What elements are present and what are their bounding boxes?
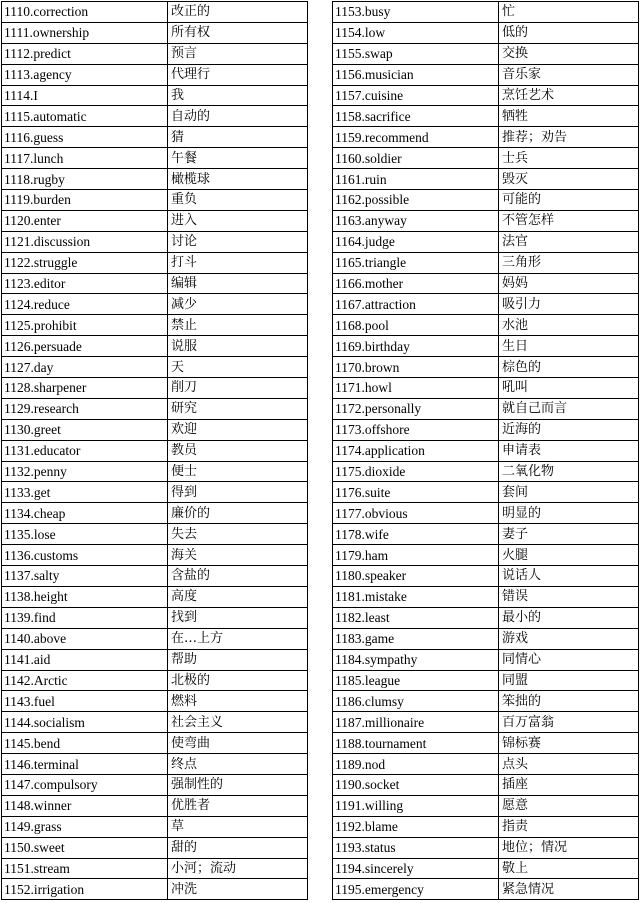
vocab-row xyxy=(333,503,639,524)
vocab-row xyxy=(2,607,308,628)
vocab-word: 1131.educator xyxy=(2,440,168,461)
vocab-meaning: 终点 xyxy=(168,754,308,775)
vocab-word: 1157.cuisine xyxy=(333,85,499,106)
vocab-row xyxy=(2,628,308,649)
vocab-word: 1179.ham xyxy=(333,545,499,566)
vocab-word: 1117.lunch xyxy=(2,148,168,169)
vocab-meaning: 明显的 xyxy=(499,503,639,524)
vocab-meaning: 低的 xyxy=(499,22,639,43)
vocab-row xyxy=(333,336,639,357)
vocab-row xyxy=(2,712,308,733)
vocab-meaning: 指责 xyxy=(499,816,639,837)
vocab-row xyxy=(2,774,308,795)
vocab-row xyxy=(333,85,639,106)
vocab-word: 1158.sacrifice xyxy=(333,106,499,127)
vocab-meaning: 含盐的 xyxy=(168,566,308,587)
vocab-meaning: 猜 xyxy=(168,127,308,148)
vocab-row xyxy=(2,336,308,357)
vocab-meaning: 教员 xyxy=(168,440,308,461)
vocab-word: 1173.offshore xyxy=(333,419,499,440)
vocab-row xyxy=(333,879,639,900)
vocab-row xyxy=(333,148,639,169)
vocab-row xyxy=(2,461,308,482)
vocab-meaning: 改正的 xyxy=(168,2,308,23)
vocab-meaning: 法官 xyxy=(499,231,639,252)
vocab-meaning: 锦标赛 xyxy=(499,733,639,754)
vocab-word: 1144.socialism xyxy=(2,712,168,733)
vocab-row xyxy=(2,43,308,64)
vocab-row xyxy=(2,879,308,900)
vocab-word: 1119.burden xyxy=(2,190,168,211)
vocab-meaning: 使弯曲 xyxy=(168,733,308,754)
vocab-row xyxy=(333,2,639,23)
vocab-word: 1166.mother xyxy=(333,273,499,294)
vocab-word: 1114.I xyxy=(2,85,168,106)
vocab-meaning: 自动的 xyxy=(168,106,308,127)
vocab-meaning: 同情心 xyxy=(499,649,639,670)
vocab-meaning: 妈妈 xyxy=(499,273,639,294)
vocab-word: 1143.fuel xyxy=(2,691,168,712)
vocab-meaning: 进入 xyxy=(168,210,308,231)
vocab-row xyxy=(2,231,308,252)
vocab-meaning: 三角形 xyxy=(499,252,639,273)
vocab-row xyxy=(333,524,639,545)
vocab-word: 1178.wife xyxy=(333,524,499,545)
vocab-word: 1188.tournament xyxy=(333,733,499,754)
vocab-meaning: 社会主义 xyxy=(168,712,308,733)
vocab-meaning: 甜的 xyxy=(168,837,308,858)
vocab-table-right xyxy=(332,1,639,900)
vocab-meaning: 插座 xyxy=(499,774,639,795)
vocab-meaning: 帮助 xyxy=(168,649,308,670)
vocab-meaning: 推荐；劝告 xyxy=(499,127,639,148)
vocab-meaning: 近海的 xyxy=(499,419,639,440)
vocab-row xyxy=(2,378,308,399)
vocab-row xyxy=(333,127,639,148)
vocab-row xyxy=(333,22,639,43)
vocab-word: 1161.ruin xyxy=(333,169,499,190)
vocab-meaning: 欢迎 xyxy=(168,419,308,440)
vocab-word: 1126.persuade xyxy=(2,336,168,357)
vocab-row xyxy=(333,795,639,816)
vocab-word: 1127.day xyxy=(2,357,168,378)
vocab-meaning: 我 xyxy=(168,85,308,106)
vocab-row xyxy=(2,85,308,106)
vocab-row xyxy=(2,210,308,231)
vocab-word: 1125.prohibit xyxy=(2,315,168,336)
vocab-meaning: 所有权 xyxy=(168,22,308,43)
vocab-word: 1177.obvious xyxy=(333,503,499,524)
vocab-word: 1155.swap xyxy=(333,43,499,64)
vocab-meaning: 牺牲 xyxy=(499,106,639,127)
vocab-word: 1192.blame xyxy=(333,816,499,837)
vocab-word: 1189.nod xyxy=(333,754,499,775)
vocab-table-left-body xyxy=(2,2,308,900)
vocab-meaning: 减少 xyxy=(168,294,308,315)
vocab-row xyxy=(333,419,639,440)
vocab-row xyxy=(2,816,308,837)
vocab-meaning: 笨拙的 xyxy=(499,691,639,712)
vocab-row xyxy=(2,754,308,775)
vocab-row xyxy=(333,628,639,649)
vocab-meaning: 忙 xyxy=(499,2,639,23)
vocab-row xyxy=(2,357,308,378)
vocab-word: 1167.attraction xyxy=(333,294,499,315)
vocab-meaning: 廉价的 xyxy=(168,503,308,524)
vocab-row xyxy=(333,106,639,127)
vocab-row xyxy=(2,273,308,294)
vocab-row xyxy=(333,461,639,482)
vocab-word: 1170.brown xyxy=(333,357,499,378)
vocab-meaning: 烹饪艺术 xyxy=(499,85,639,106)
vocab-row xyxy=(333,816,639,837)
vocab-word: 1164.judge xyxy=(333,231,499,252)
vocab-row xyxy=(2,315,308,336)
vocab-row xyxy=(2,169,308,190)
vocab-word: 1150.sweet xyxy=(2,837,168,858)
vocab-word: 1112.predict xyxy=(2,43,168,64)
vocab-word: 1181.mistake xyxy=(333,586,499,607)
vocab-meaning: 二氧化物 xyxy=(499,461,639,482)
vocab-word: 1148.winner xyxy=(2,795,168,816)
vocab-word: 1159.recommend xyxy=(333,127,499,148)
vocab-word: 1171.howl xyxy=(333,378,499,399)
vocab-row xyxy=(333,190,639,211)
vocab-meaning: 音乐家 xyxy=(499,64,639,85)
vocab-row xyxy=(333,566,639,587)
vocab-meaning: 失去 xyxy=(168,524,308,545)
vocab-word: 1163.anyway xyxy=(333,210,499,231)
vocab-row xyxy=(333,733,639,754)
vocab-word: 1110.correction xyxy=(2,2,168,23)
vocab-row xyxy=(333,754,639,775)
vocab-row xyxy=(2,837,308,858)
vocab-word: 1132.penny xyxy=(2,461,168,482)
vocab-word: 1146.terminal xyxy=(2,754,168,775)
vocab-row xyxy=(2,440,308,461)
vocab-meaning: 预言 xyxy=(168,43,308,64)
vocab-word: 1172.personally xyxy=(333,398,499,419)
vocab-meaning: 生日 xyxy=(499,336,639,357)
vocab-meaning: 午餐 xyxy=(168,148,308,169)
vocab-row xyxy=(333,440,639,461)
vocab-word: 1185.league xyxy=(333,670,499,691)
vocab-meaning: 北极的 xyxy=(168,670,308,691)
vocab-meaning: 就自己而言 xyxy=(499,398,639,419)
vocab-word: 1187.millionaire xyxy=(333,712,499,733)
vocab-word: 1115.automatic xyxy=(2,106,168,127)
vocab-meaning: 水池 xyxy=(499,315,639,336)
vocab-meaning: 燃料 xyxy=(168,691,308,712)
vocab-word: 1141.aid xyxy=(2,649,168,670)
vocab-meaning: 吼叫 xyxy=(499,378,639,399)
vocab-word: 1142.Arctic xyxy=(2,670,168,691)
vocab-row xyxy=(333,64,639,85)
vocab-meaning: 削刀 xyxy=(168,378,308,399)
vocab-meaning: 便士 xyxy=(168,461,308,482)
vocab-word: 1194.sincerely xyxy=(333,858,499,879)
vocab-word: 1152.irrigation xyxy=(2,879,168,900)
vocab-row xyxy=(333,670,639,691)
vocab-row xyxy=(2,649,308,670)
vocab-word: 1186.clumsy xyxy=(333,691,499,712)
vocab-word: 1134.cheap xyxy=(2,503,168,524)
vocab-meaning: 愿意 xyxy=(499,795,639,816)
vocab-row xyxy=(333,482,639,503)
vocab-word: 1135.lose xyxy=(2,524,168,545)
vocab-row xyxy=(333,774,639,795)
vocab-meaning: 妻子 xyxy=(499,524,639,545)
vocab-row xyxy=(2,148,308,169)
vocab-meaning: 交换 xyxy=(499,43,639,64)
vocab-word: 1160.soldier xyxy=(333,148,499,169)
vocab-row xyxy=(2,106,308,127)
vocab-table-right-body xyxy=(333,2,639,900)
vocab-word: 1129.research xyxy=(2,398,168,419)
vocab-meaning: 高度 xyxy=(168,586,308,607)
vocab-meaning: 不管怎样 xyxy=(499,210,639,231)
vocab-row xyxy=(333,398,639,419)
vocab-row xyxy=(333,210,639,231)
vocab-row xyxy=(2,858,308,879)
vocab-table-left xyxy=(1,1,308,900)
vocab-row xyxy=(333,169,639,190)
vocab-row xyxy=(2,670,308,691)
vocab-meaning: 说话人 xyxy=(499,566,639,587)
vocab-meaning: 百万富翁 xyxy=(499,712,639,733)
vocab-meaning: 同盟 xyxy=(499,670,639,691)
vocab-meaning: 错误 xyxy=(499,586,639,607)
vocab-meaning: 强制性的 xyxy=(168,774,308,795)
vocab-row xyxy=(333,294,639,315)
vocab-word: 1191.willing xyxy=(333,795,499,816)
vocab-word: 1121.discussion xyxy=(2,231,168,252)
vocab-meaning: 冲洗 xyxy=(168,879,308,900)
vocab-meaning: 可能的 xyxy=(499,190,639,211)
vocab-row xyxy=(333,545,639,566)
vocab-row xyxy=(2,419,308,440)
vocab-word: 1174.application xyxy=(333,440,499,461)
vocab-word: 1183.game xyxy=(333,628,499,649)
vocab-word: 1122.struggle xyxy=(2,252,168,273)
vocab-word: 1169.birthday xyxy=(333,336,499,357)
vocab-row xyxy=(333,649,639,670)
vocab-row xyxy=(2,503,308,524)
vocab-row xyxy=(2,524,308,545)
vocab-meaning: 找到 xyxy=(168,607,308,628)
vocab-row xyxy=(333,273,639,294)
vocab-meaning: 代理行 xyxy=(168,64,308,85)
vocab-meaning: 申请表 xyxy=(499,440,639,461)
vocab-row xyxy=(333,231,639,252)
vocab-meaning: 讨论 xyxy=(168,231,308,252)
vocab-word: 1145.bend xyxy=(2,733,168,754)
vocab-meaning: 最小的 xyxy=(499,607,639,628)
vocab-row xyxy=(2,482,308,503)
vocab-row xyxy=(333,691,639,712)
vocab-word: 1180.speaker xyxy=(333,566,499,587)
vocab-row xyxy=(333,712,639,733)
vocab-word: 1147.compulsory xyxy=(2,774,168,795)
vocab-meaning: 打斗 xyxy=(168,252,308,273)
vocab-meaning: 小河；流动 xyxy=(168,858,308,879)
vocab-row xyxy=(2,398,308,419)
vocab-meaning: 草 xyxy=(168,816,308,837)
vocab-row xyxy=(2,294,308,315)
vocab-word: 1113.agency xyxy=(2,64,168,85)
vocab-word: 1190.socket xyxy=(333,774,499,795)
vocab-meaning: 套间 xyxy=(499,482,639,503)
vocab-word: 1182.least xyxy=(333,607,499,628)
vocab-meaning: 棕色的 xyxy=(499,357,639,378)
vocab-row xyxy=(2,545,308,566)
vocab-word: 1153.busy xyxy=(333,2,499,23)
vocab-meaning: 优胜者 xyxy=(168,795,308,816)
vocab-meaning: 士兵 xyxy=(499,148,639,169)
vocab-row xyxy=(2,691,308,712)
vocab-row xyxy=(2,252,308,273)
vocab-meaning: 在…上方 xyxy=(168,628,308,649)
vocab-row xyxy=(333,607,639,628)
vocab-word: 1168.pool xyxy=(333,315,499,336)
vocab-row xyxy=(333,586,639,607)
vocab-word: 1123.editor xyxy=(2,273,168,294)
vocab-row xyxy=(2,566,308,587)
vocab-meaning: 海关 xyxy=(168,545,308,566)
vocab-word: 1193.status xyxy=(333,837,499,858)
vocab-word: 1176.suite xyxy=(333,482,499,503)
vocab-row xyxy=(333,378,639,399)
vocab-meaning: 紧急情况 xyxy=(499,879,639,900)
vocab-meaning: 点头 xyxy=(499,754,639,775)
vocab-word: 1128.sharpener xyxy=(2,378,168,399)
vocab-word: 1124.reduce xyxy=(2,294,168,315)
vocab-row xyxy=(2,190,308,211)
vocab-word: 1195.emergency xyxy=(333,879,499,900)
vocab-word: 1162.possible xyxy=(333,190,499,211)
vocab-row xyxy=(2,733,308,754)
vocab-row xyxy=(2,64,308,85)
vocab-word: 1137.salty xyxy=(2,566,168,587)
vocab-word: 1139.find xyxy=(2,607,168,628)
vocab-row xyxy=(333,252,639,273)
vocab-word: 1133.get xyxy=(2,482,168,503)
vocab-word: 1140.above xyxy=(2,628,168,649)
vocab-word: 1175.dioxide xyxy=(333,461,499,482)
vocab-meaning: 毁灭 xyxy=(499,169,639,190)
vocab-row xyxy=(333,858,639,879)
vocab-word: 1111.ownership xyxy=(2,22,168,43)
vocab-meaning: 说服 xyxy=(168,336,308,357)
vocab-meaning: 游戏 xyxy=(499,628,639,649)
vocab-meaning: 编辑 xyxy=(168,273,308,294)
vocab-row xyxy=(333,837,639,858)
vocab-meaning: 地位；情况 xyxy=(499,837,639,858)
vocab-meaning: 重负 xyxy=(168,190,308,211)
vocab-meaning: 火腿 xyxy=(499,545,639,566)
vocab-meaning: 研究 xyxy=(168,398,308,419)
vocab-word: 1165.triangle xyxy=(333,252,499,273)
vocab-word: 1136.customs xyxy=(2,545,168,566)
vocab-row xyxy=(2,586,308,607)
vocab-row xyxy=(2,795,308,816)
vocab-word: 1120.enter xyxy=(2,210,168,231)
vocab-word: 1118.rugby xyxy=(2,169,168,190)
vocab-meaning: 得到 xyxy=(168,482,308,503)
vocab-word: 1149.grass xyxy=(2,816,168,837)
vocab-meaning: 橄榄球 xyxy=(168,169,308,190)
vocab-word: 1156.musician xyxy=(333,64,499,85)
vocab-word: 1138.height xyxy=(2,586,168,607)
vocab-word: 1151.stream xyxy=(2,858,168,879)
vocab-row xyxy=(2,22,308,43)
vocab-row xyxy=(2,127,308,148)
vocab-word: 1184.sympathy xyxy=(333,649,499,670)
vocab-meaning: 天 xyxy=(168,357,308,378)
vocab-row xyxy=(333,357,639,378)
vocab-word: 1116.guess xyxy=(2,127,168,148)
vocab-word: 1154.low xyxy=(333,22,499,43)
vocab-meaning: 敬上 xyxy=(499,858,639,879)
vocab-row xyxy=(2,2,308,23)
vocab-word: 1130.greet xyxy=(2,419,168,440)
vocab-row xyxy=(333,315,639,336)
vocab-row xyxy=(333,43,639,64)
vocab-meaning: 吸引力 xyxy=(499,294,639,315)
vocab-meaning: 禁止 xyxy=(168,315,308,336)
